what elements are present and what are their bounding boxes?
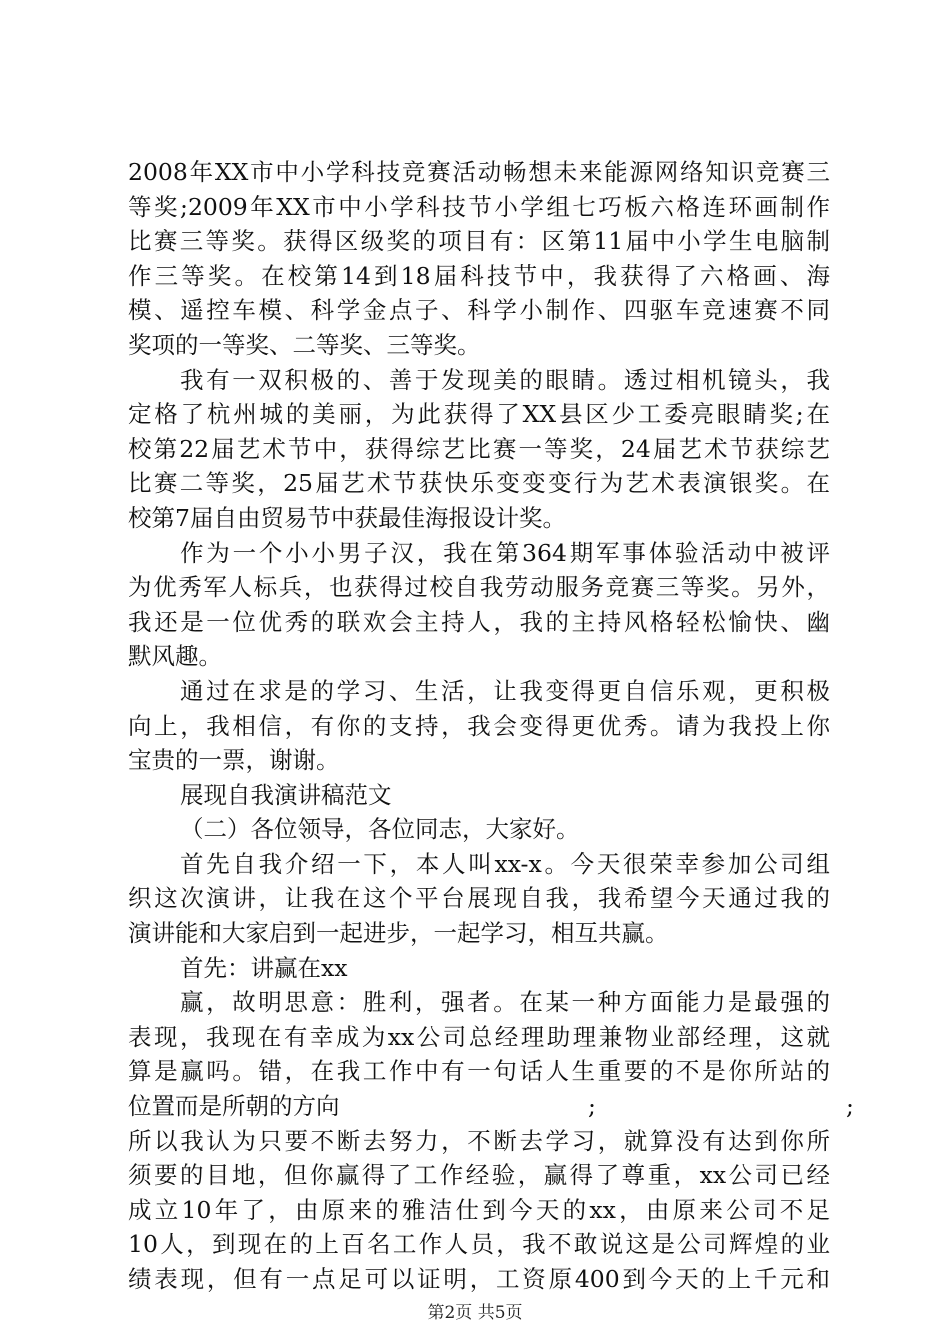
text-line: 表现，我现在有幸成为xx公司总经理助理兼物业部经理，这就 xyxy=(128,1022,830,1051)
text-line: 作三等奖。在校第14到18届科技节中，我获得了六格画、海 xyxy=(128,261,830,290)
text-line: 成立10年了，由原来的雅洁仕到今天的xx，由原来公司不足 xyxy=(128,1195,830,1224)
text-line: 赢，故明思意：胜利，强者。在某一种方面能力是最强的 xyxy=(180,988,830,1017)
text-line: 校第7届自由贸易节中获最佳海报设计奖。 xyxy=(128,503,566,532)
text-line: 展现自我演讲稿范文 xyxy=(180,780,392,809)
text-line: 首先自我介绍一下，本人叫xx-x。今天很荣幸参加公司组 xyxy=(180,849,830,878)
semicolon-mark: ; xyxy=(846,1092,854,1121)
text-line: 算是赢吗。错，在我工作中有一句话人生重要的不是你所站的 xyxy=(128,1057,830,1086)
text-line: 奖项的一等奖、二等奖、三等奖。 xyxy=(128,330,481,359)
text-line: 等奖;2009年XX市中小学科技节小学组七巧板六格连环画制作 xyxy=(128,192,830,221)
text-line: （二）各位领导，各位同志，大家好。 xyxy=(180,815,580,844)
text-line: 绩表现，但有一点足可以证明，工资原400到今天的上千元和 xyxy=(128,1265,830,1293)
semicolon-mark: ; xyxy=(588,1092,596,1121)
text-line: 首先：讲赢在xx xyxy=(180,953,348,982)
page-footer: 第2页 共5页 xyxy=(427,1303,523,1323)
text-line: 我有一双积极的、善于发现美的眼睛。透过相机镜头，我 xyxy=(180,365,830,394)
text-line: 向上，我相信，有你的支持，我会变得更优秀。请为我投上你 xyxy=(128,711,830,740)
text-line: 10人，到现在的上百名工作人员，我不敢说这是公司辉煌的业 xyxy=(128,1230,830,1259)
text-line: 为优秀军人标兵，也获得过校自我劳动服务竞赛三等奖。另外， xyxy=(128,573,830,602)
document-body xyxy=(128,155,854,1297)
text-line: 定格了杭州城的美丽，为此获得了XX县区少工委亮眼睛奖;在 xyxy=(128,400,830,429)
text-line: 须要的目地，但你赢得了工作经验，赢得了尊重，xx公司已经 xyxy=(128,1161,830,1190)
text-line: 演讲能和大家启到一起进步，一起学习，相互共赢。 xyxy=(128,919,669,948)
text-line: 校第22届艺术节中，获得综艺比赛一等奖，24届艺术节获综艺 xyxy=(128,434,830,463)
text-line xyxy=(128,1089,854,1124)
text-line-content: 位置而是所朝的方向 xyxy=(128,1092,340,1121)
text-line: 宝贵的一票，谢谢。 xyxy=(128,746,340,775)
text-line: 比赛三等奖。获得区级奖的项目有：区第11届中小学生电脑制 xyxy=(128,227,830,256)
text-line: 通过在求是的学习、生活，让我变得更自信乐观，更积极 xyxy=(180,676,830,705)
text-line: 默风趣。 xyxy=(128,642,222,671)
text-line: 2008年XX市中小学科技竞赛活动畅想未来能源网络知识竞赛三 xyxy=(128,158,830,186)
text-line: 模、遥控车模、科学金点子、科学小制作、四驱车竞速赛不同 xyxy=(128,296,830,325)
text-line: 比赛二等奖，25届艺术节获快乐变变变行为艺术表演银奖。在 xyxy=(128,469,830,498)
text-line: 织这次演讲，让我在这个平台展现自我，我希望今天通过我的 xyxy=(128,884,830,913)
text-line: 我还是一位优秀的联欢会主持人，我的主持风格轻松愉快、幽 xyxy=(128,607,830,636)
text-line: 作为一个小小男子汉，我在第364期军事体验活动中被评 xyxy=(180,538,830,567)
text-line: 所以我认为只要不断去努力，不断去学习，就算没有达到你所 xyxy=(128,1126,830,1155)
